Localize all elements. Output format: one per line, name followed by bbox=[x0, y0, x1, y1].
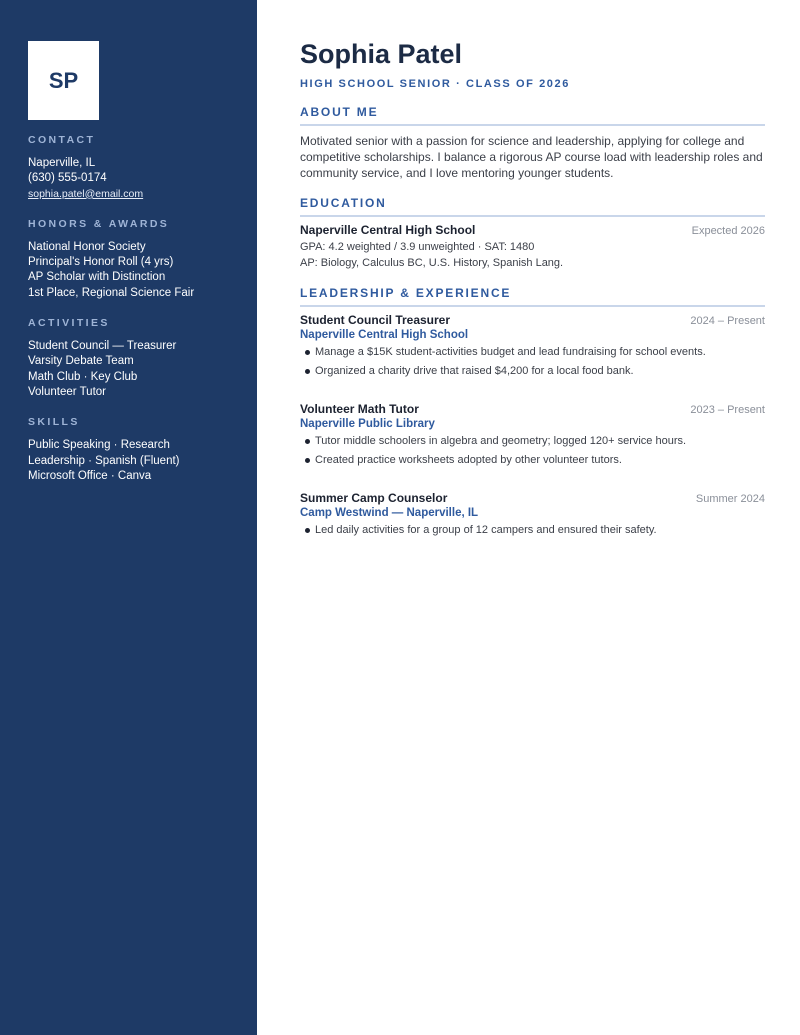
job-organization: Camp Westwind — Naperville, IL bbox=[300, 507, 479, 519]
experience-entry-header bbox=[300, 313, 765, 327]
monogram-avatar: SP bbox=[28, 41, 99, 120]
job-date: 2024 – Present bbox=[690, 315, 765, 327]
education-heading: EDUCATION bbox=[300, 196, 765, 217]
education-entry-header bbox=[300, 223, 765, 237]
job-bullet: Manage a $15K student-activities budget and lead fundraising for school events. bbox=[305, 343, 765, 362]
skills-item: Public Speaking · Research bbox=[28, 439, 170, 452]
candidate-subtitle: HIGH SCHOOL SENIOR · CLASS OF 2026 bbox=[300, 78, 570, 90]
job-bullets bbox=[300, 432, 765, 469]
activities-heading: ACTIVITIES bbox=[28, 317, 110, 330]
experience-entry bbox=[300, 491, 765, 540]
education-date: Expected 2026 bbox=[691, 225, 765, 237]
experience-entry bbox=[300, 313, 765, 380]
activities-item: Student Council — Treasurer bbox=[28, 340, 177, 353]
education-entry bbox=[300, 223, 765, 271]
activities-item: Math Club · Key Club bbox=[28, 370, 138, 383]
experience-entry-header bbox=[300, 402, 765, 416]
candidate-name: Sophia Patel bbox=[300, 39, 463, 69]
job-date: 2023 – Present bbox=[690, 404, 765, 416]
experience-heading: LEADERSHIP & EXPERIENCE bbox=[300, 286, 765, 307]
honors-item: Principal's Honor Roll (4 yrs) bbox=[28, 256, 174, 269]
job-bullet: Organized a charity drive that raised $4,200 for a local food bank. bbox=[305, 362, 765, 381]
contact-section bbox=[28, 134, 229, 202]
job-bullet: Tutor middle schoolers in algebra and geometry; logged 120+ service hours. bbox=[305, 432, 765, 451]
honors-heading: HONORS & AWARDS bbox=[28, 217, 170, 230]
school-name: Naperville Central High School bbox=[300, 223, 476, 237]
experience-entry-header bbox=[300, 491, 765, 505]
sidebar bbox=[0, 0, 257, 1035]
job-bullet: Created practice worksheets adopted by other volunteer tutors. bbox=[305, 451, 765, 470]
experience-entry bbox=[300, 402, 765, 469]
job-title: Student Council Treasurer bbox=[300, 313, 451, 327]
skills-heading: SKILLS bbox=[28, 416, 80, 429]
job-date: Summer 2024 bbox=[695, 493, 765, 505]
activities-item: Volunteer Tutor bbox=[28, 385, 106, 398]
contact-email-link[interactable]: sophia.patel@email.com bbox=[28, 187, 144, 200]
education-ap-line: AP: Biology, Calculus BC, U.S. History, Spanish Lang. bbox=[300, 257, 564, 269]
job-organization: Naperville Public Library bbox=[300, 418, 435, 430]
job-bullets bbox=[300, 343, 765, 380]
skills-item: Leadership · Spanish (Fluent) bbox=[28, 454, 180, 467]
honors-item: AP Scholar with Distinction bbox=[28, 271, 166, 284]
about-heading: ABOUT ME bbox=[300, 105, 765, 126]
job-title: Summer Camp Counselor bbox=[300, 491, 448, 505]
contact-location: Naperville, IL bbox=[28, 157, 96, 169]
contact-phone: (630) 555-0174 bbox=[28, 172, 107, 185]
honors-section bbox=[28, 218, 229, 301]
job-bullet: Led daily activities for a group of 12 campers and ensured their safety. bbox=[305, 521, 765, 540]
education-gpa-line: GPA: 4.2 weighted / 3.9 unweighted · SAT: 1480 bbox=[300, 241, 535, 253]
job-title: Volunteer Math Tutor bbox=[300, 402, 419, 416]
job-bullets bbox=[300, 521, 765, 540]
contact-heading: CONTACT bbox=[28, 134, 96, 146]
honors-item: 1st Place, Regional Science Fair bbox=[28, 286, 195, 299]
activities-item: Varsity Debate Team bbox=[28, 355, 134, 368]
skills-item: Microsoft Office · Canva bbox=[28, 469, 152, 482]
about-text: Motivated senior with a passion for science and leadership, applying for college and competitive scholarships. I balance a rigorous AP course load with leadership roles and community service, and I love mentoring younger students. bbox=[300, 134, 763, 180]
skills-section bbox=[28, 416, 229, 484]
main-content bbox=[300, 38, 765, 540]
activities-section bbox=[28, 317, 229, 400]
honors-item: National Honor Society bbox=[28, 240, 146, 253]
job-organization: Naperville Central High School bbox=[300, 329, 469, 341]
